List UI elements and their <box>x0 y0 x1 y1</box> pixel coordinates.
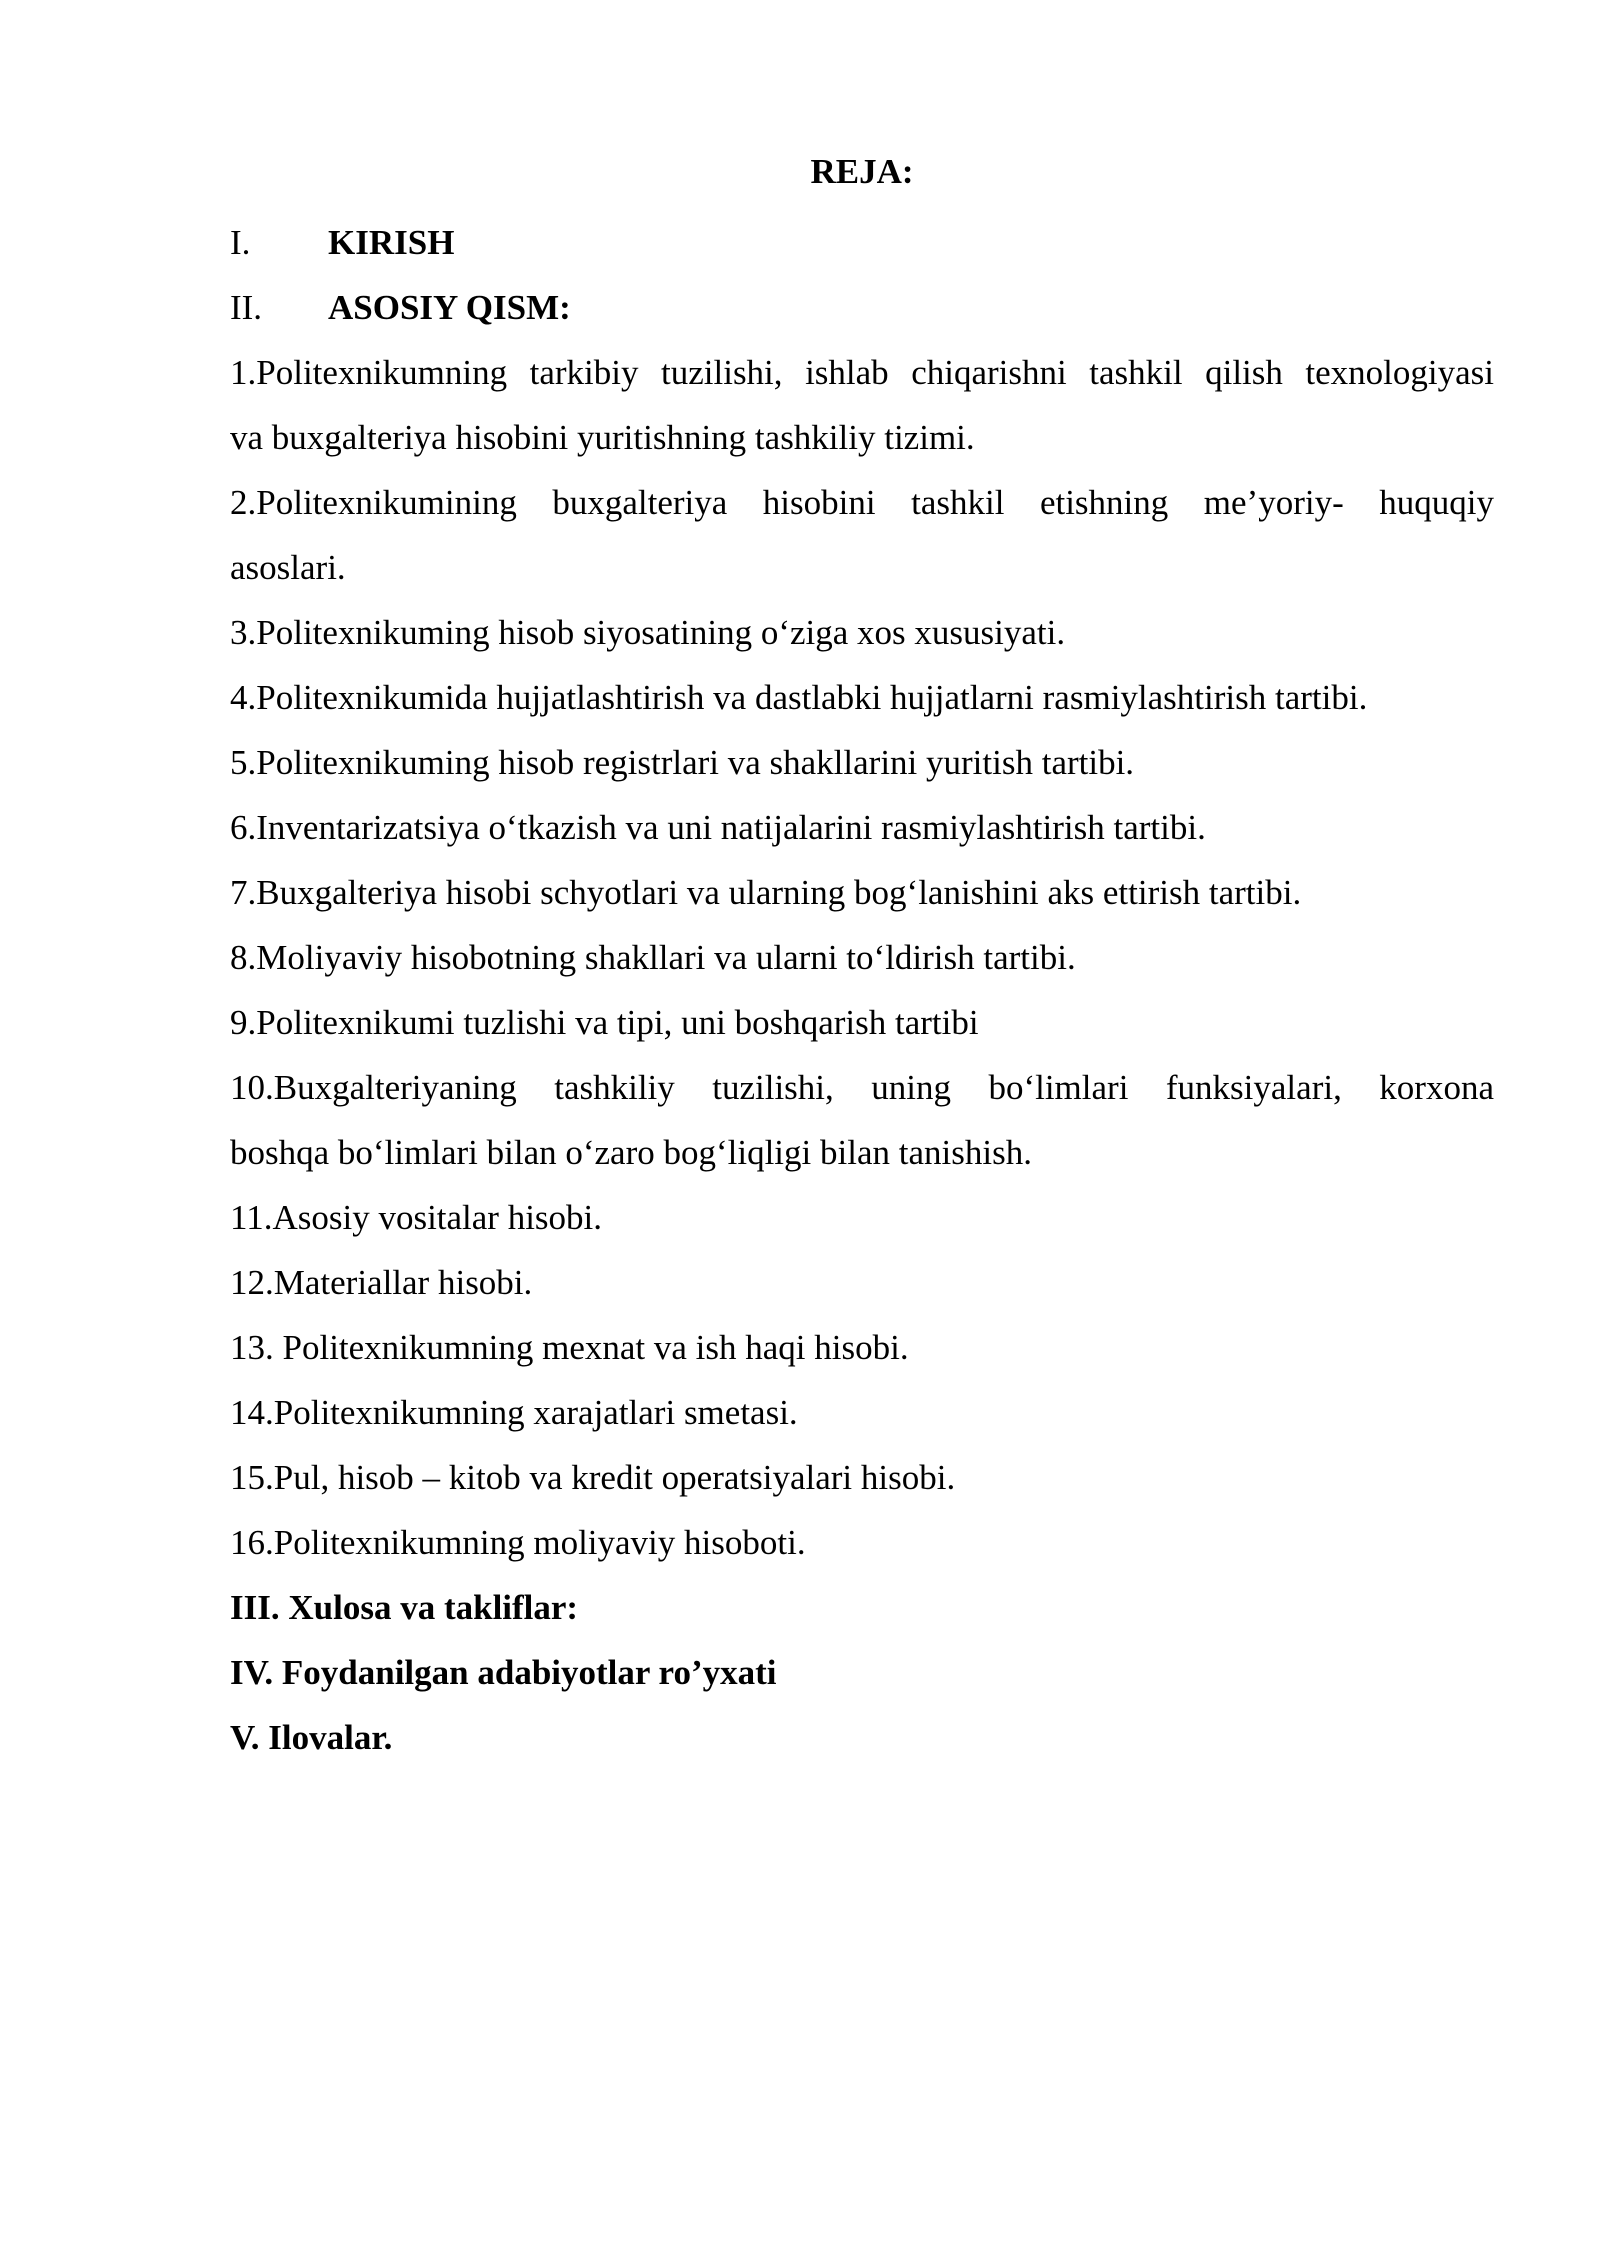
plan-item-1-line-2: va buxgalteriya hisobini yuritishning tashkiliy tizimi. <box>230 418 975 457</box>
plan-item-15: 15.Pul, hisob – kitob va kredit operatsiyalari hisobi. <box>230 1458 956 1497</box>
plan-item-8: 8.Moliyaviy hisobotning shakllari va ularni to‘ldirish tartibi. <box>230 938 1076 977</box>
plan-item-13: 13. Politexnikumning mexnat va ish haqi hisobi. <box>230 1328 909 1367</box>
plan-item-4: 4.Politexnikumida hujjatlashtirish va dastlabki hujjatlarni rasmiylashtirish tartibi. <box>230 678 1368 717</box>
plan-item-3: 3.Politexnikuming hisob siyosatining o‘ziga xos xususiyati. <box>230 613 1066 652</box>
section-numeral: II. <box>230 288 263 327</box>
plan-item-16: 16.Politexnikumning moliyaviy hisoboti. <box>230 1523 806 1562</box>
plan-item-9: 9.Politexnikumi tuzlishi va tipi, uni boshqarish tartibi <box>230 1003 979 1042</box>
plan-item-10-line-1: 10.Buxgalteriyaning tashkiliy tuzilishi, uning bo‘limlari funksiyalari, korxona <box>230 1068 1494 1107</box>
plan-item-12: 12.Materiallar hisobi. <box>230 1263 533 1302</box>
plan-item-2-line-2: asoslari. <box>230 548 346 587</box>
section-references: IV. Foydanilgan adabiyotlar ro’yxati <box>230 1653 777 1692</box>
page-title: REJA: <box>810 152 914 191</box>
section-intro <box>230 210 1494 275</box>
plan-item-6: 6.Inventarizatsiya o‘tkazish va uni natijalarini rasmiylashtirish tartibi. <box>230 808 1206 847</box>
section-conclusion: III. Xulosa va takliflar: <box>230 1588 579 1627</box>
plan-content <box>230 210 1494 1770</box>
section-label: ASOSIY QISM: <box>328 288 571 327</box>
plan-item-14: 14.Politexnikumning xarajatlari smetasi. <box>230 1393 798 1432</box>
plan-item-1-line-1: 1.Politexnikumning tarkibiy tuzilishi, ishlab chiqarishni tashkil qilish texnologiyasi <box>230 353 1494 392</box>
plan-item-7: 7.Buxgalteriya hisobi schyotlari va ularning bog‘lanishini aks ettirish tartibi. <box>230 873 1302 912</box>
section-appendix: V. Ilovalar. <box>230 1718 393 1757</box>
plan-item-10-line-2: boshqa bo‘limlari bilan o‘zaro bog‘liqligi bilan tanishish. <box>230 1133 1032 1172</box>
plan-item-5: 5.Politexnikuming hisob registrlari va shakllarini yuritish tartibi. <box>230 743 1135 782</box>
section-main <box>230 275 1494 340</box>
section-numeral: I. <box>230 223 251 262</box>
plan-item-2-line-1: 2.Politexnikumining buxgalteriya hisobini tashkil etishning me’yoriy- huquqiy <box>230 483 1494 522</box>
plan-item-11: 11.Asosiy vositalar hisobi. <box>230 1198 603 1237</box>
section-label: KIRISH <box>328 223 455 262</box>
